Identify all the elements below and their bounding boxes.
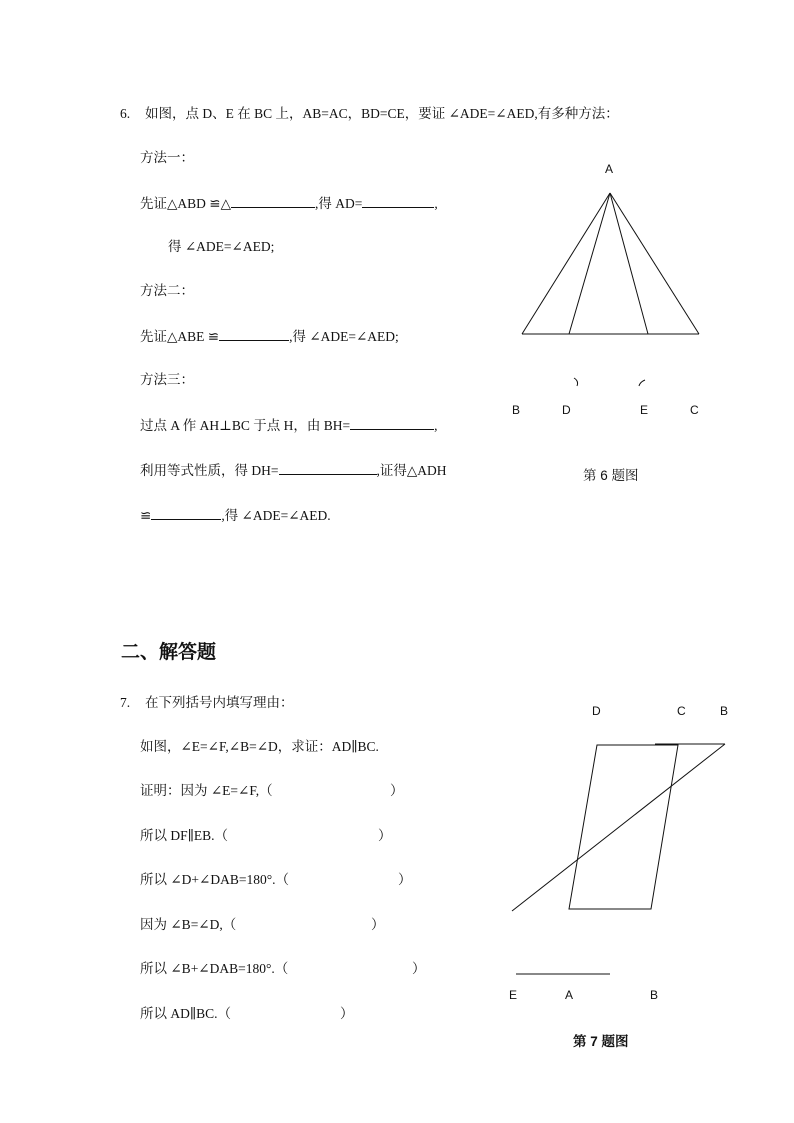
section-heading: 二、解答题: [121, 642, 217, 663]
q7-proof-step4-close[interactable]: ）: [371, 917, 385, 932]
q7-proof-step5-close[interactable]: ）: [412, 961, 426, 976]
q6-method1-title: 方法一：: [140, 150, 194, 165]
q7-number: 7.: [120, 695, 131, 710]
transversal-EB: [512, 744, 725, 911]
q7-label-E: E: [509, 988, 518, 1002]
q6-method3-line3-text-b: ,得 ∠ADE=∠AED.: [221, 508, 331, 523]
q6-label-A: A: [605, 162, 614, 176]
q6-method3-line3-text-a: ≌: [140, 508, 152, 523]
q7-proof-step3-text: 所以 ∠D+∠DAB=180°.（: [140, 872, 290, 887]
q7-proof-step1-close[interactable]: ）: [390, 783, 404, 798]
q6-method1-line2: 得 ∠ADE=∠AED;: [168, 239, 275, 254]
q6-label-E: E: [640, 403, 649, 417]
q6-method1-line1-text-c: ,: [434, 196, 438, 211]
q7-proof-step2-text: 所以 DF∥EB.（: [140, 828, 228, 843]
q7-given: 如图，∠E=∠F,∠B=∠D，求证：AD∥BC.: [140, 739, 379, 754]
q6-method2-title: 方法二：: [140, 283, 194, 298]
q7-proof-step6-close[interactable]: ）: [340, 1006, 354, 1021]
q7-label-B-top: B: [720, 704, 729, 718]
q7-proof-step3-close[interactable]: ）: [398, 872, 412, 887]
q7-figure-caption: 第 7 题图: [573, 1034, 629, 1049]
q7-proof-step1-text: 证明：因为 ∠E=∠F,（: [140, 783, 273, 798]
q6-method3-line1-text-a: 过点 A 作 AH⊥BC 于点 H，由 BH=: [140, 418, 351, 433]
q7-label-D: D: [592, 704, 601, 718]
q6-method1-line1-text-b: ,得 AD=: [314, 196, 363, 211]
q6-method2-line1-text-b: ,得 ∠ADE=∠AED;: [289, 329, 399, 344]
q6-number: 6.: [120, 106, 131, 121]
q6-figure-caption: 第 6 题图: [583, 468, 639, 483]
q6-method3-line2-text-a: 利用等式性质，得 DH=: [140, 463, 279, 478]
q6-stem: 如图，点 D、E 在 BC 上，AB=AC，BD=CE，要证 ∠ADE=∠AED,有多种方法：: [145, 106, 619, 121]
q6-method3-line1-text-b: ,: [434, 418, 438, 433]
q6-label-B: B: [512, 403, 521, 417]
q7-label-A: A: [565, 988, 574, 1002]
q7-stem: 在下列括号内填写理由：: [145, 695, 294, 710]
q7-proof-step2-close[interactable]: ）: [378, 828, 392, 843]
parallelogram-DCBA: [569, 745, 678, 909]
q6-label-C: C: [690, 403, 699, 417]
q6-method3-title: 方法三：: [140, 372, 194, 387]
q7-label-B-bottom: B: [650, 988, 659, 1002]
q7-proof-step6-text: 所以 AD∥BC.（: [140, 1006, 231, 1021]
q7-proof-step4-text: 因为 ∠B=∠D,（: [140, 917, 237, 932]
q6-label-D: D: [562, 403, 571, 417]
q7-label-C: C: [677, 704, 686, 718]
q6-method3-line2-text-b: ,证得△ADH: [376, 463, 447, 478]
q6-method2-line1-text-a: 先证△ABE ≌: [140, 329, 220, 344]
q7-proof-step5-text: 所以 ∠B+∠DAB=180°.（: [140, 961, 289, 976]
q6-method1-line1-text-a: 先证△ABD ≌△: [140, 196, 231, 211]
